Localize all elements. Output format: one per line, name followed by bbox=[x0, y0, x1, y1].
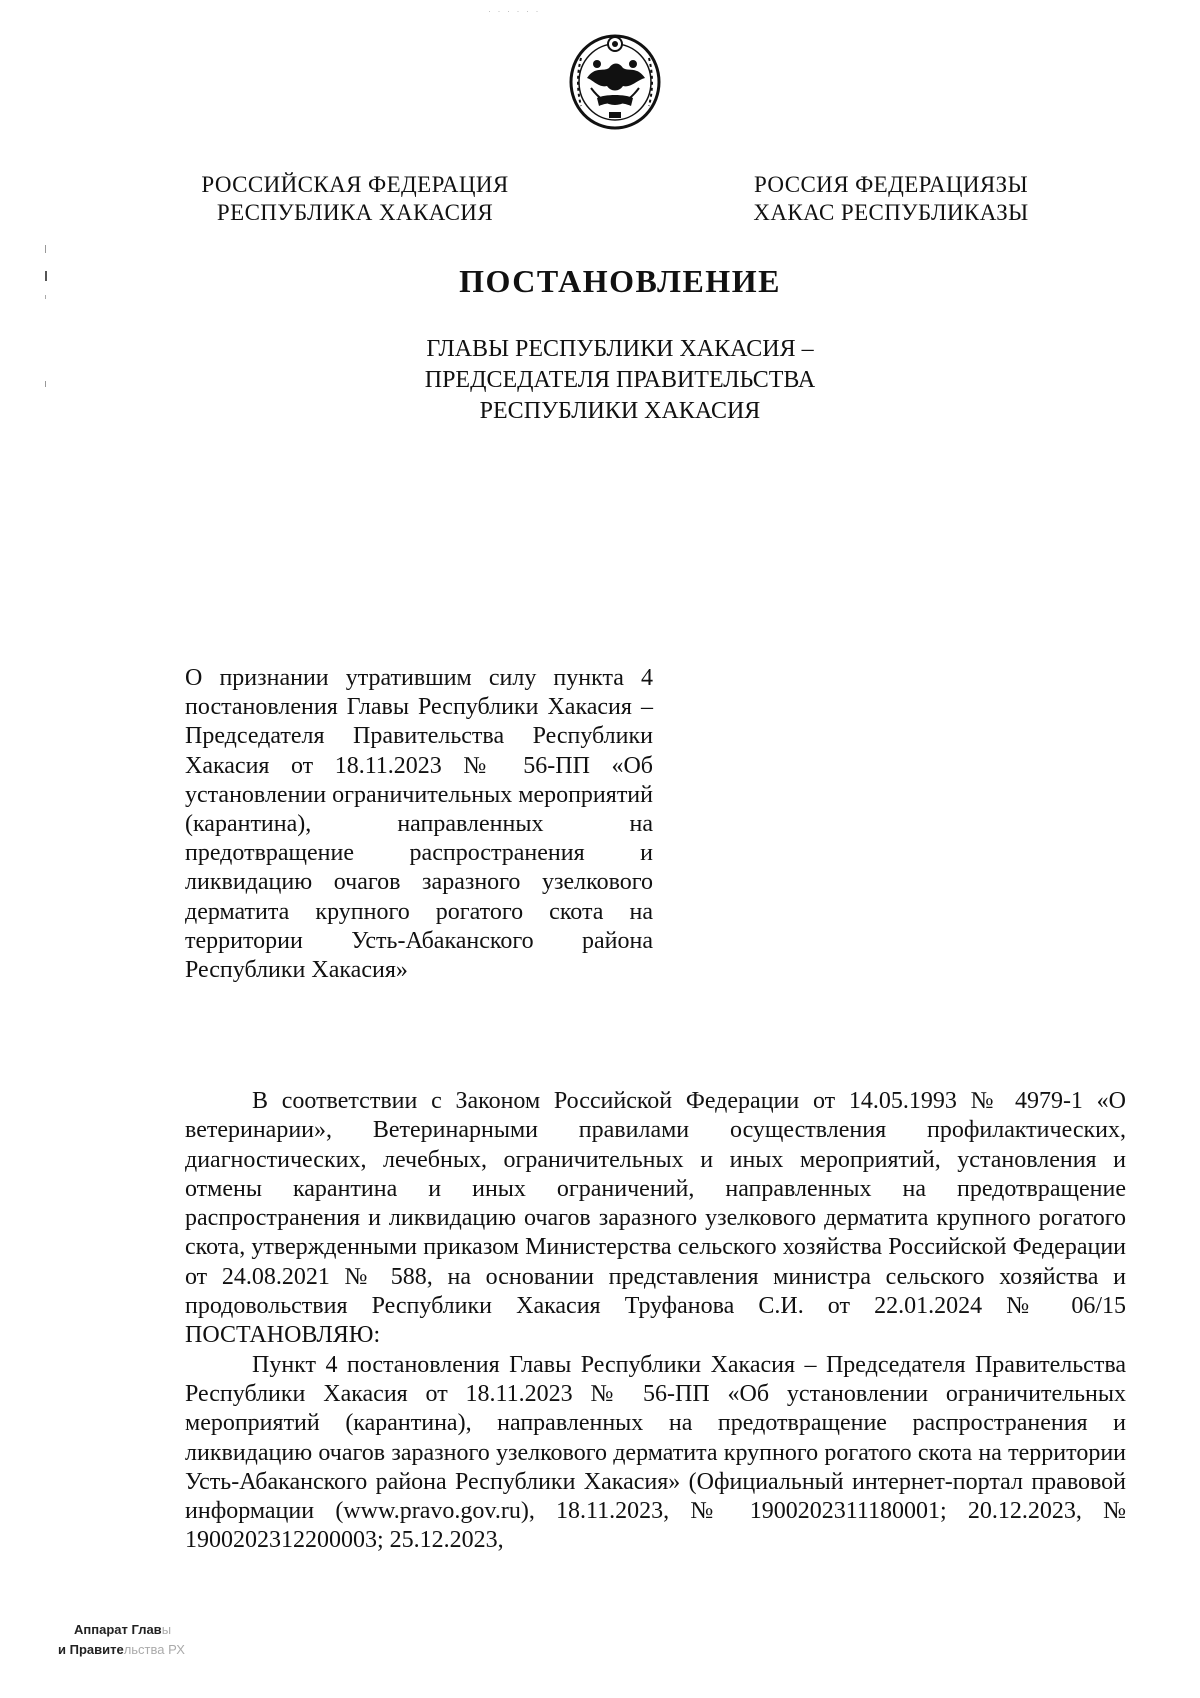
office-stamp bbox=[58, 1620, 185, 1660]
document-body bbox=[185, 1087, 1126, 1556]
stamp-line-1: Аппарат Глав bbox=[74, 1622, 162, 1637]
stamp-line-2: и Правите bbox=[58, 1642, 124, 1657]
body-paragraph-2: Пункт 4 постановления Главы Республики Хакасия – Председателя Правительства Республики Хакасия от 18.11.2023 № 56-ПП «Об установлении ограничительных мероприятий (карантина), направленных на предотвращение распространения и ликвидацию очагов заразного узелкового дерматита крупного рогатого скота на территории Усть-Абаканского района Республики Хакасия» (Официальный интернет-портал правовой информации (www.pravo.gov.ru), 18.11.2023, № 1900202311180001; 20.12.2023, № 1900202312200003; 25.12.2023, bbox=[185, 1351, 1126, 1554]
header-left-line-1: РОССИЙСКАЯ ФЕДЕРАЦИЯ bbox=[201, 172, 509, 197]
authority-line-2: ПРЕДСЕДАТЕЛЯ ПРАВИТЕЛЬСТВА bbox=[424, 367, 816, 393]
stamp-line-2-faded: льства РХ bbox=[123, 1642, 185, 1657]
document-heading: О признании утратившим силу пункта 4 постановления Главы Республики Хакасия – Председателя Правительства Республики Хакасия от 18.11.2023 № 56-ПП «Об установлении ограничительных мероприятий (карантина), направленных на предотвращение распространения и ликвидацию очагов заразного узелкового дерматита крупного рогатого скота на территории Усть-Абаканского района Республики Хакасия» bbox=[185, 665, 653, 984]
authority-line-1: ГЛАВЫ РЕСПУБЛИКИ ХАКАСИЯ – bbox=[426, 336, 814, 362]
document-type-title: ПОСТАНОВЛЕНИЕ bbox=[459, 263, 781, 299]
body-paragraph-1: В соответствии с Законом Российской Федерации от 14.05.1993 № 4979-1 «О ветеринарии», Ветеринарными правилами осуществления профилактических, диагностических, лечебных, ограничительных и иных мероприятий, установления и отмены карантина и иных ограничений, направленных на предотвращение распространения и ликвидацию очагов заразного узелкового дерматита крупного рогатого скота, утвержденными приказом Министерства сельского хозяйства Российской Федерации от 24.08.2021 № 588, на основании представления министра сельского хозяйства и продовольствия Республики Хакасия Труфанова С.И. от 22.01.2024 № 06/15 ПОСТАНОВЛЯЮ: bbox=[185, 1088, 1126, 1349]
header-right-line-1: РОССИЯ ФЕДЕРАЦИЯЗЫ bbox=[753, 172, 1029, 197]
scan-noise: · · · · · · bbox=[488, 6, 541, 16]
header-left-line-2: РЕСПУБЛИКА ХАКАСИЯ bbox=[216, 200, 494, 225]
stamp-line-1-faded: ы bbox=[161, 1622, 172, 1637]
authority-line-3: РЕСПУБЛИКИ ХАКАСИЯ bbox=[479, 398, 761, 424]
header-right-line-2: ХАКАС РЕСПУБЛИКАЗЫ bbox=[753, 200, 1029, 225]
header-russian bbox=[170, 171, 540, 227]
header-khakas bbox=[706, 171, 1076, 227]
coat-of-arms-icon bbox=[567, 28, 663, 132]
issuing-authority bbox=[0, 334, 1200, 427]
